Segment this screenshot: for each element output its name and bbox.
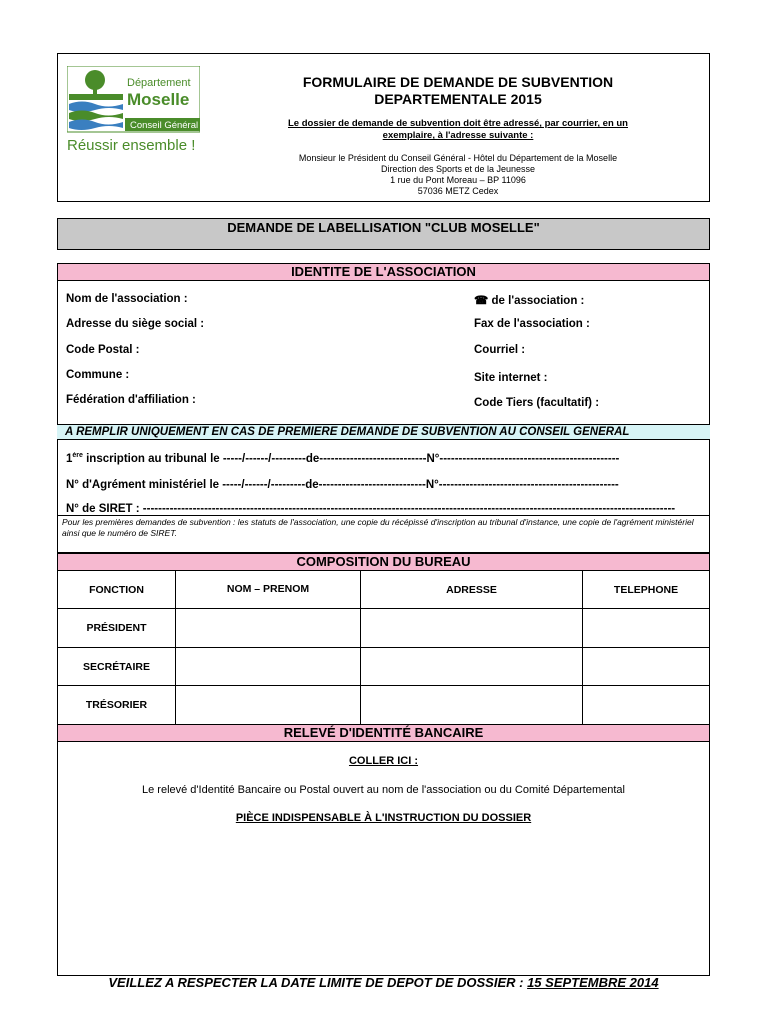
deadline-text: VEILLEZ A RESPECTER LA DATE LIMITE DE DEPOT DE DOSSIER :	[108, 975, 528, 990]
bank-details-title: RELEVÉ D'IDENTITÉ BANCAIRE	[57, 724, 710, 742]
telephone-icon: ☎	[474, 295, 489, 307]
treasurer-phone-cell[interactable]	[583, 686, 709, 724]
logo-line2: Moselle	[127, 90, 190, 109]
form-title	[218, 74, 698, 108]
notice-line1: Le dossier de demande de subvention doit être adressé, par courrier, en un	[288, 118, 628, 129]
column-header-function: FONCTION	[58, 571, 176, 609]
field-siret[interactable]: N° de SIRET : -------------------------------------------------------------------------------------------------------------------------------------------	[66, 503, 676, 515]
field-head-office-address[interactable]: Adresse du siège social :	[66, 318, 205, 330]
secretary-phone-cell[interactable]	[583, 648, 709, 686]
president-phone-cell[interactable]	[583, 609, 709, 648]
address-line: 1 rue du Pont Moreau – BP 11096	[390, 175, 526, 185]
field-federation[interactable]: Fédération d'affiliation :	[66, 394, 196, 406]
field-association-name[interactable]: Nom de l'association :	[66, 293, 188, 305]
treasurer-address-cell[interactable]	[361, 686, 583, 724]
identity-section	[57, 263, 710, 553]
row-label-secretary: SECRÉTAIRE	[58, 648, 176, 686]
first-request-note: Pour les premières demandes de subvention : les statuts de l'association, une copie du récépissé d'inscription au tribunal d'instance, une copie de l'agrément ministériel ainsi que le numéro de SIRET.	[62, 517, 694, 538]
notice-colon: :	[527, 130, 534, 141]
inscription-rest: inscription au tribunal le -----/------/---------de----------------------------N°-----------------------------------------------	[82, 452, 620, 465]
president-name-cell[interactable]	[176, 609, 361, 648]
paste-here-label: COLLER ICI :	[348, 755, 419, 767]
field-postal-code[interactable]: Code Postal :	[66, 344, 140, 356]
column-header-phone: TELEPHONE	[583, 571, 709, 609]
column-header-name: NOM – PRENOM	[176, 571, 361, 609]
field-website[interactable]: Site internet :	[474, 372, 548, 384]
field-email[interactable]: Courriel :	[474, 344, 526, 356]
moselle-logo	[67, 66, 200, 154]
president-address-cell[interactable]	[361, 609, 583, 648]
treasurer-name-cell[interactable]	[176, 686, 361, 724]
deadline-footer	[57, 975, 710, 990]
form-header	[57, 53, 710, 202]
field-association-phone[interactable]	[474, 293, 584, 307]
postal-address	[248, 153, 668, 197]
logo-line3: Conseil Général	[130, 120, 199, 131]
submission-notice	[258, 118, 658, 142]
labellisation-banner: DEMANDE DE LABELLISATION "CLUB MOSELLE"	[57, 218, 710, 250]
column-header-address: ADRESSE	[361, 571, 583, 609]
bank-details-section	[57, 724, 710, 976]
address-line: Monsieur le Président du Conseil Général - Hôtel du Département de la Moselle	[298, 153, 618, 163]
deadline-date: 15 SEPTEMBRE 2014	[527, 975, 659, 990]
form-title-line1: FORMULAIRE DE DEMANDE DE SUBVENTION	[302, 74, 614, 90]
logo-line1: Département	[127, 77, 191, 89]
mandatory-document-notice: PIÈCE INDISPENSABLE À L'INSTRUCTION DU DOSSIER	[235, 812, 532, 824]
notice-line2: exemplaire, à l'adresse suivante	[382, 130, 528, 141]
secretary-name-cell[interactable]	[176, 648, 361, 686]
identity-section-title: IDENTITE DE L'ASSOCIATION	[57, 263, 710, 281]
field-fax[interactable]: Fax de l'association :	[474, 318, 590, 330]
row-label-president: PRÉSIDENT	[58, 609, 176, 648]
board-section	[57, 553, 710, 725]
inscription-prefix: 1	[66, 452, 73, 465]
row-label-treasurer: TRÉSORIER	[58, 686, 176, 724]
address-line: 57036 METZ Cedex	[417, 186, 499, 196]
bank-details-instructions: Le relevé d'Identité Bancaire ou Postal ouvert au nom de l'association ou du Comité Départemental	[142, 784, 625, 796]
address-line: Direction des Sports et de la Jeunesse	[380, 164, 536, 174]
field-commune[interactable]: Commune :	[66, 369, 130, 381]
field-agrement[interactable]: N° d'Agrément ministériel le -----/------/---------de----------------------------N°-----------------------------------------------	[66, 479, 619, 491]
board-section-title: COMPOSITION DU BUREAU	[57, 553, 710, 571]
logo-graphic	[67, 66, 200, 154]
first-request-banner: A REMPLIR UNIQUEMENT EN CAS DE PREMIERE DEMANDE DE SUBVENTION AU CONSEIL GENERAL	[57, 424, 710, 440]
phone-label: de l'association :	[488, 295, 585, 307]
field-tiers-code[interactable]: Code Tiers (facultatif) :	[474, 397, 600, 409]
secretary-address-cell[interactable]	[361, 648, 583, 686]
field-tribunal-inscription[interactable]	[66, 452, 706, 465]
logo-slogan: Réussir ensemble !	[67, 137, 196, 154]
form-title-line2: DEPARTEMENTALE 2015	[374, 91, 542, 107]
inscription-sup: ère	[72, 452, 83, 459]
note-divider	[58, 515, 709, 516]
